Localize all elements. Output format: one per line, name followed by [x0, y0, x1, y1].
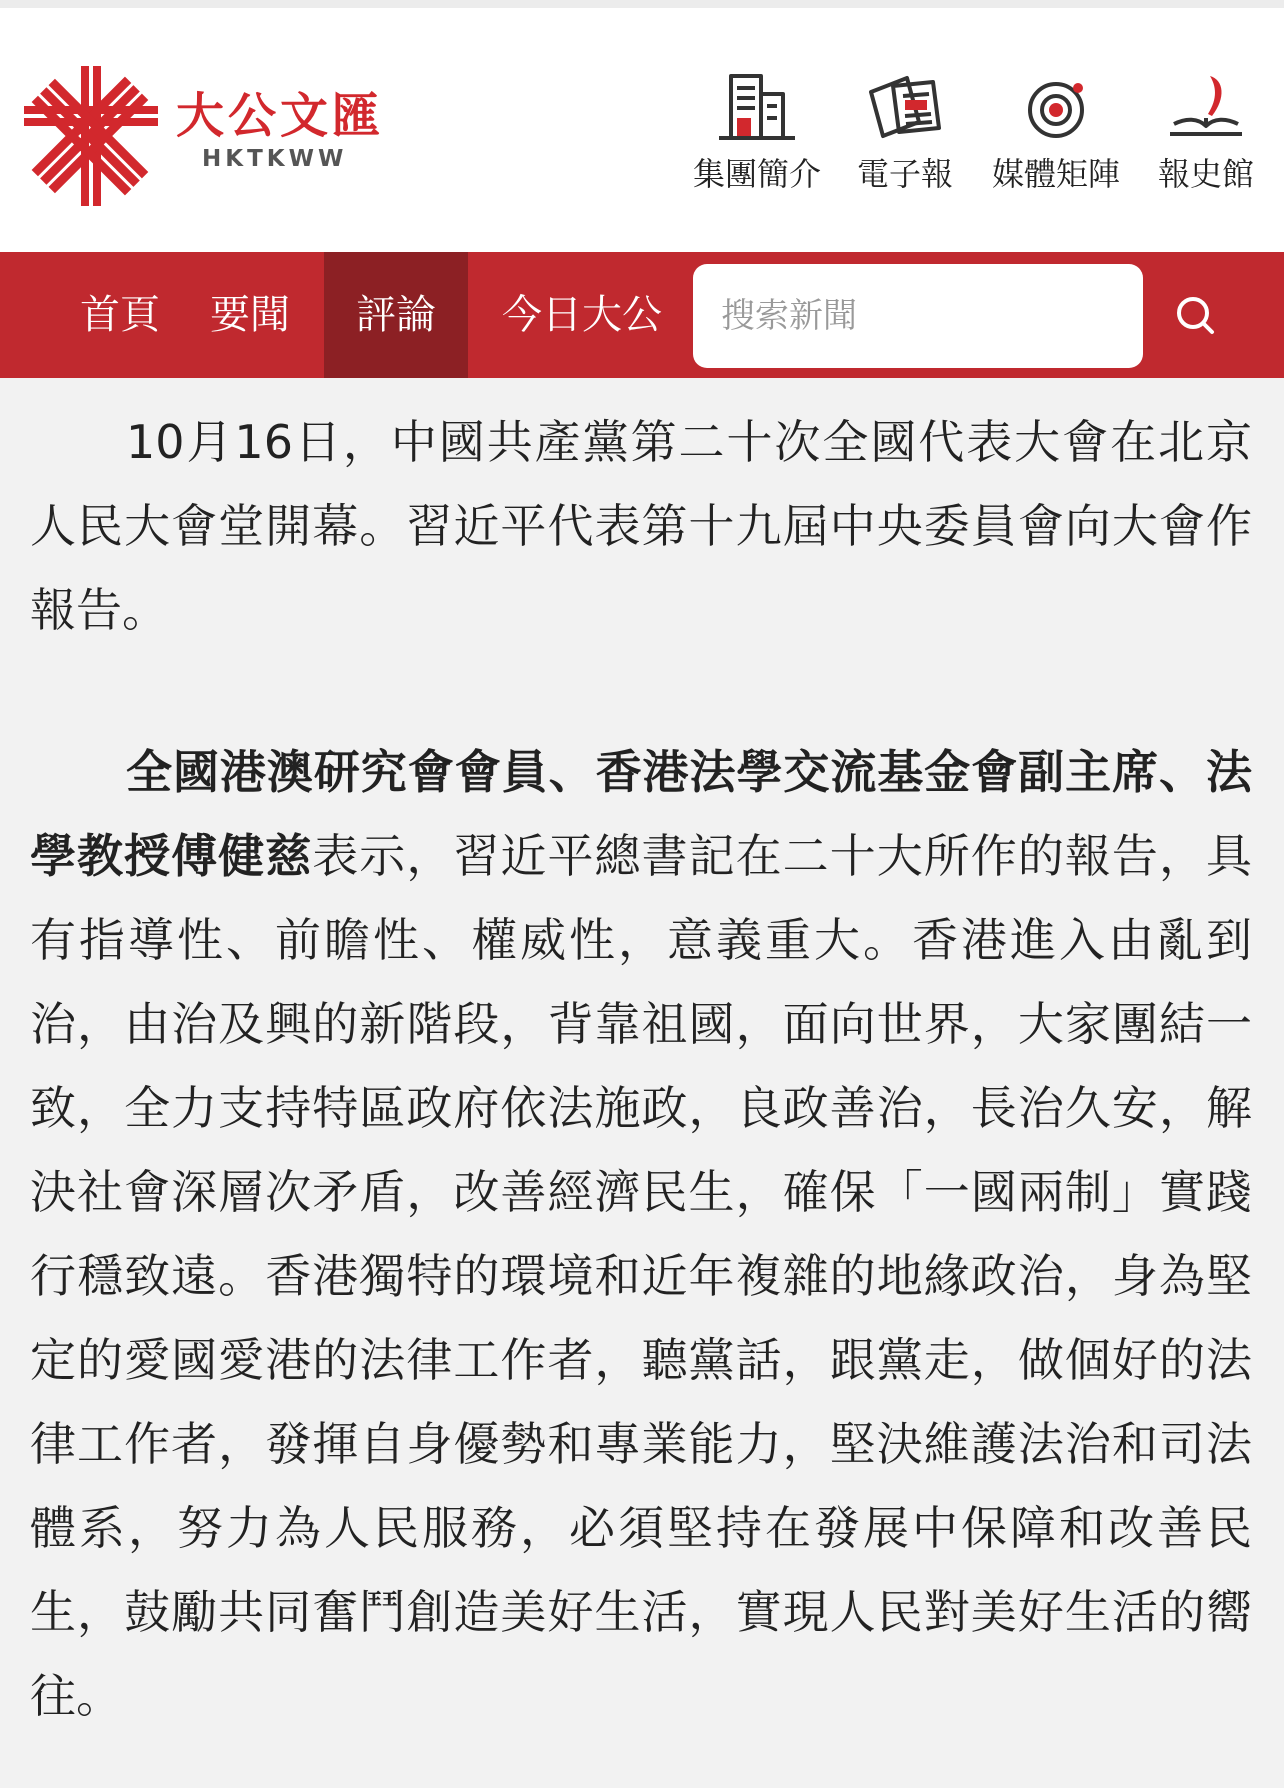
book-quill-icon [1164, 72, 1248, 144]
quick-link-label: 電子報 [856, 155, 953, 193]
nav-item-home[interactable]: 首頁 [80, 292, 160, 338]
quick-link-e-paper[interactable] [835, 72, 975, 202]
search-button[interactable] [1160, 280, 1230, 350]
top-strip [0, 0, 1284, 8]
quick-link-group-intro[interactable] [687, 72, 827, 202]
quick-link-history-hall[interactable] [1136, 72, 1276, 202]
article-paragraph-2 [30, 730, 1252, 1738]
quick-link-label: 媒體矩陣 [991, 155, 1120, 193]
interviewee-title-name: 全國港澳研究會會員、香港法學交流基金會副主席、法學教授傅健慈 [30, 745, 1252, 883]
article-paragraph-1: 10月16日，中國共產黨第二十次全國代表大會在北京人民大會堂開幕。習近平代表第十九屆中央委員會向大會作報告。 [30, 415, 1252, 637]
quick-link-label: 報史館 [1157, 155, 1254, 193]
target-icon [1014, 72, 1098, 144]
brand-name-en: HKTKWW [202, 146, 348, 172]
brand-logo-icon[interactable] [24, 66, 158, 206]
newspaper-icon [863, 72, 947, 144]
search-input[interactable] [721, 294, 1121, 338]
brand-wordmark[interactable] [176, 88, 416, 178]
search-icon [1160, 280, 1230, 350]
quick-link-label: 集團簡介 [692, 155, 821, 193]
nav-item-commentary[interactable]: 評論 [324, 252, 468, 378]
building-icon [715, 72, 799, 144]
main-nav [0, 252, 1284, 378]
article-body [30, 400, 1252, 1738]
nav-item-headlines[interactable]: 要聞 [210, 292, 290, 338]
article-paragraph-2-text: 表示，習近平總書記在二十大所作的報告，具有指導性、前瞻性、權威性，意義重大。香港進入由亂到治，由治及興的新階段，背靠祖國，面向世界，大家團結一致，全力支持特區政府依法施政，良政善治，長治久安，解決社會深層次矛盾，改善經濟民生，確保「一國兩制」實踐行穩致遠。香港獨特的環境和近年複雜的地緣政治，身為堅定的愛國愛港的法律工作者，聽黨話，跟黨走，做個好的法律工作者，發揮自身優勢和專業能力，堅決維護法治和司法體系，努力為人民服務，必須堅持在發展中保障和改善民生，鼓勵共同奮鬥創造美好生活，實現人民對美好生活的嚮往。 [30, 829, 1253, 1723]
search-box [693, 264, 1143, 368]
nav-item-today-takungpao[interactable]: 今日大公 [502, 292, 662, 338]
quick-link-media-matrix[interactable] [986, 72, 1126, 202]
brand-name-cn: 大公文匯 [176, 88, 385, 144]
site-header [0, 8, 1284, 252]
